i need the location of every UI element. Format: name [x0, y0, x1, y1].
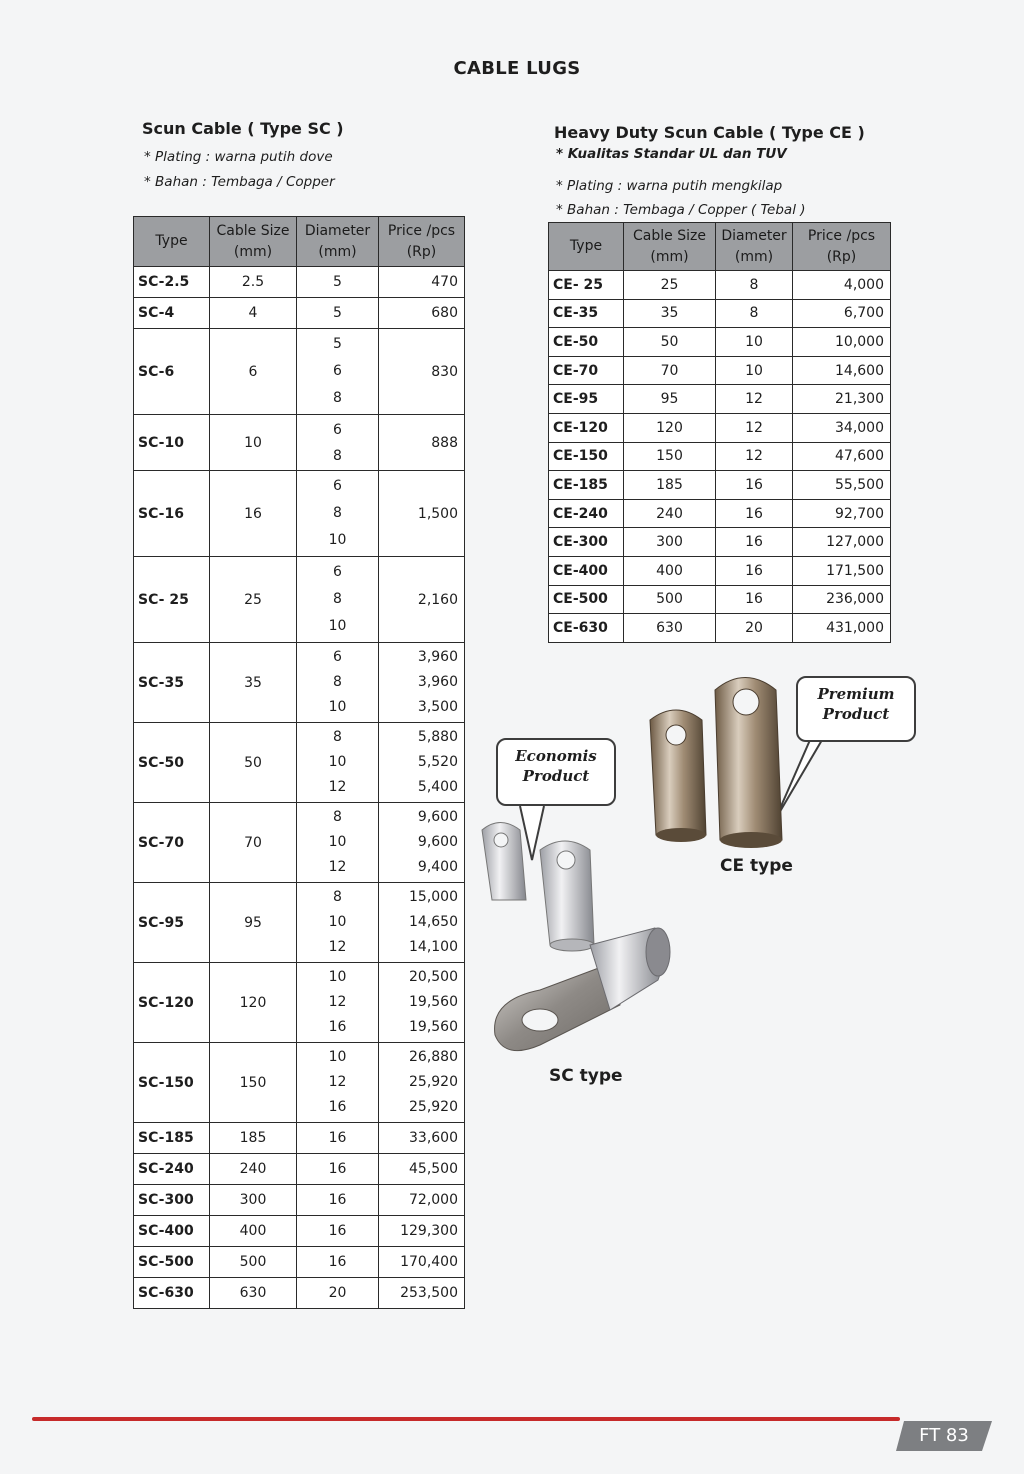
price-cell: 45,500: [379, 1154, 465, 1185]
ce-note-material: * Bahan : Tembaga / Copper ( Tebal ): [556, 202, 806, 218]
type-cell: SC-95: [134, 883, 210, 963]
diameter-cell: 20: [297, 1278, 379, 1309]
price-cell-value: 9,400: [417, 859, 458, 876]
table-row: [134, 267, 465, 298]
page-title: CABLE LUGS: [453, 58, 581, 79]
table-row: [549, 556, 891, 585]
type-cell: CE-185: [549, 471, 624, 500]
economis-callout-line1: Economis: [515, 747, 597, 765]
diameter-cell-value: 12: [328, 1073, 347, 1090]
type-cell: SC-240: [134, 1154, 210, 1185]
price-cell: 680: [379, 298, 465, 329]
price-cell: 236,000: [793, 585, 891, 614]
diameter-cell: [297, 1043, 379, 1123]
diameter-cell: [297, 883, 379, 963]
table-row: [134, 883, 465, 963]
sc-section-title: Scun Cable ( Type SC ): [142, 119, 344, 138]
header-type: Type: [134, 217, 210, 267]
diameter-cell-value: 8: [333, 728, 342, 745]
diameter-cell: 10: [716, 328, 793, 357]
table-row: [134, 963, 465, 1043]
cable-size-cell: 150: [210, 1043, 297, 1123]
price-cell: 171,500: [793, 556, 891, 585]
cable-size-cell: 16: [210, 471, 297, 557]
diameter-cell-value: 10: [328, 833, 347, 850]
price-cell: 1,500: [379, 471, 465, 557]
cable-size-cell: 70: [210, 803, 297, 883]
price-cell-value: 20,500: [409, 968, 458, 985]
diameter-cell-value: 6: [333, 477, 342, 494]
diameter-cell: 10: [716, 356, 793, 385]
price-cell: 21,300: [793, 385, 891, 414]
diameter-cell-value: 10: [328, 1048, 347, 1065]
table-row: [549, 299, 891, 328]
table-row: [549, 528, 891, 557]
diameter-cell-value: 8: [333, 808, 342, 825]
table-row: [549, 385, 891, 414]
diameter-cell-value: 12: [328, 859, 347, 876]
diameter-cell: 16: [716, 556, 793, 585]
price-cell-value: 25,920: [409, 1099, 458, 1116]
table-row: [134, 1043, 465, 1123]
table-row: [134, 415, 465, 471]
diameter-cell-value: 10: [328, 913, 347, 930]
type-cell: SC-4: [134, 298, 210, 329]
table-row: [549, 271, 891, 300]
price-cell: 34,000: [793, 413, 891, 442]
price-cell: [379, 723, 465, 803]
diameter-cell: 12: [716, 413, 793, 442]
diameter-cell: 16: [716, 585, 793, 614]
diameter-cell: [297, 643, 379, 723]
price-cell: 170,400: [379, 1247, 465, 1278]
ce-section-title: Heavy Duty Scun Cable ( Type CE ): [554, 123, 865, 142]
diameter-cell-value: 10: [328, 753, 347, 770]
price-cell: [379, 963, 465, 1043]
price-cell-value: 5,520: [417, 753, 458, 770]
cable-size-cell: 2.5: [210, 267, 297, 298]
table-row: [134, 1123, 465, 1154]
table-row: [134, 471, 465, 557]
table-row: [134, 298, 465, 329]
ce-subtitle: * Kualitas Standar UL dan TUV: [556, 146, 787, 162]
diameter-cell: 8: [716, 299, 793, 328]
premium-callout-pointer: [775, 740, 822, 820]
price-cell: 2,160: [379, 557, 465, 643]
type-cell: CE-150: [549, 442, 624, 471]
price-cell: 888: [379, 415, 465, 471]
price-cell: 92,700: [793, 499, 891, 528]
price-cell: 14,600: [793, 356, 891, 385]
price-cell: [379, 803, 465, 883]
cable-size-cell: 50: [624, 328, 716, 357]
type-cell: CE-300: [549, 528, 624, 557]
type-cell: SC-185: [134, 1123, 210, 1154]
economis-callout-line2: Product: [522, 767, 590, 785]
type-cell: SC-120: [134, 963, 210, 1043]
header-type: Type: [549, 223, 624, 271]
cable-size-cell: 35: [624, 299, 716, 328]
price-cell-value: 3,500: [417, 699, 458, 716]
diameter-cell-value: 6: [333, 362, 342, 379]
sc-small-lug-left: [482, 823, 526, 901]
cable-size-cell: 630: [624, 614, 716, 643]
diameter-cell: [297, 963, 379, 1043]
diameter-cell-value: 16: [328, 1019, 347, 1036]
cable-size-cell: 95: [624, 385, 716, 414]
type-cell: SC-16: [134, 471, 210, 557]
cable-size-cell: 185: [624, 471, 716, 500]
price-cell: 72,000: [379, 1185, 465, 1216]
price-cell: 10,000: [793, 328, 891, 357]
price-cell: [379, 883, 465, 963]
type-cell: CE-35: [549, 299, 624, 328]
diameter-cell: 16: [297, 1185, 379, 1216]
cable-size-cell: 10: [210, 415, 297, 471]
diameter-cell: 16: [297, 1216, 379, 1247]
header-price: Price /pcs (Rp): [793, 223, 891, 271]
table-row: [549, 471, 891, 500]
diameter-cell-value: 8: [333, 504, 342, 521]
premium-callout-line2: Product: [822, 705, 890, 723]
header-diameter: Diameter (mm): [716, 223, 793, 271]
price-cell: 47,600: [793, 442, 891, 471]
diameter-cell: 16: [716, 471, 793, 500]
cable-size-cell: 35: [210, 643, 297, 723]
economis-callout: [496, 738, 616, 806]
table-row: [134, 557, 465, 643]
price-cell-value: 9,600: [417, 808, 458, 825]
ce-table-body: [549, 271, 891, 643]
type-cell: SC-6: [134, 329, 210, 415]
diameter-cell: 20: [716, 614, 793, 643]
cable-size-cell: 500: [210, 1247, 297, 1278]
cable-size-cell: 120: [624, 413, 716, 442]
table-row: [549, 328, 891, 357]
diameter-cell-value: 6: [333, 563, 342, 580]
table-row: [134, 1185, 465, 1216]
diameter-cell-value: 8: [333, 447, 342, 464]
diameter-cell: [297, 471, 379, 557]
premium-callout: [796, 676, 916, 742]
type-cell: SC-400: [134, 1216, 210, 1247]
price-cell: [379, 643, 465, 723]
type-cell: CE-120: [549, 413, 624, 442]
price-cell-value: 15,000: [409, 888, 458, 905]
price-cell: 470: [379, 267, 465, 298]
table-row: [549, 585, 891, 614]
diameter-cell-value: 6: [333, 648, 342, 665]
header-cable-size: Cable Size (mm): [210, 217, 297, 267]
price-cell: 253,500: [379, 1278, 465, 1309]
sc-small-lug-right: [540, 841, 594, 951]
price-cell: 431,000: [793, 614, 891, 643]
table-row: [549, 356, 891, 385]
diameter-cell: [297, 329, 379, 415]
price-cell: 33,600: [379, 1123, 465, 1154]
diameter-cell: 16: [716, 499, 793, 528]
type-cell: SC-50: [134, 723, 210, 803]
table-row: [134, 1247, 465, 1278]
diameter-cell-value: 8: [333, 673, 342, 690]
cable-size-cell: 25: [624, 271, 716, 300]
price-cell-value: 19,560: [409, 993, 458, 1010]
price-cell-value: 14,100: [409, 939, 458, 956]
price-cell-value: 3,960: [417, 648, 458, 665]
ce-note-plating: * Plating : warna putih mengkilap: [556, 178, 783, 194]
type-cell: CE-400: [549, 556, 624, 585]
table-row: [134, 723, 465, 803]
type-cell: SC-630: [134, 1278, 210, 1309]
diameter-cell: 16: [716, 528, 793, 557]
diameter-cell: 5: [297, 267, 379, 298]
cable-size-cell: 50: [210, 723, 297, 803]
diameter-cell-value: 12: [328, 779, 347, 796]
cable-size-cell: 185: [210, 1123, 297, 1154]
diameter-cell: [297, 415, 379, 471]
table-row: [549, 614, 891, 643]
type-cell: CE-70: [549, 356, 624, 385]
diameter-cell: 16: [297, 1247, 379, 1278]
cable-size-cell: 25: [210, 557, 297, 643]
type-cell: SC-2.5: [134, 267, 210, 298]
price-cell-value: 3,960: [417, 673, 458, 690]
price-cell-value: 26,880: [409, 1048, 458, 1065]
header-cable-size: Cable Size (mm): [624, 223, 716, 271]
table-row: [134, 1216, 465, 1247]
diameter-cell-value: 12: [328, 993, 347, 1010]
page-number-wrap: [896, 1421, 992, 1451]
table-row: [134, 1154, 465, 1185]
cable-size-cell: 240: [624, 499, 716, 528]
cable-size-cell: 240: [210, 1154, 297, 1185]
cable-size-cell: 6: [210, 329, 297, 415]
sc-note-plating: * Plating : warna putih dove: [144, 149, 333, 165]
table-row: [134, 1278, 465, 1309]
diameter-cell-value: 6: [333, 421, 342, 438]
ce-type-caption: CE type: [720, 856, 793, 876]
type-cell: CE-95: [549, 385, 624, 414]
page-number: FT 83: [919, 1425, 969, 1446]
type-cell: CE-50: [549, 328, 624, 357]
premium-callout-line1: Premium: [817, 685, 895, 703]
diameter-cell: 12: [716, 385, 793, 414]
type-cell: CE-240: [549, 499, 624, 528]
header-diameter: Diameter (mm): [297, 217, 379, 267]
footer-red-line: [32, 1417, 900, 1421]
type-cell: CE- 25: [549, 271, 624, 300]
sc-type-caption: SC type: [549, 1066, 623, 1086]
cable-size-cell: 300: [210, 1185, 297, 1216]
price-cell: 127,000: [793, 528, 891, 557]
cable-size-cell: 300: [624, 528, 716, 557]
diameter-cell: [297, 723, 379, 803]
type-cell: SC-35: [134, 643, 210, 723]
table-row: [549, 499, 891, 528]
price-cell: 55,500: [793, 471, 891, 500]
diameter-cell-value: 12: [328, 939, 347, 956]
diameter-cell: 16: [297, 1154, 379, 1185]
price-cell: 830: [379, 329, 465, 415]
sc-note-material: * Bahan : Tembaga / Copper: [144, 174, 335, 190]
price-cell: 4,000: [793, 271, 891, 300]
price-cell: 129,300: [379, 1216, 465, 1247]
price-cell-value: 19,560: [409, 1019, 458, 1036]
diameter-cell: 8: [716, 271, 793, 300]
diameter-cell-value: 5: [333, 335, 342, 352]
diameter-cell: [297, 557, 379, 643]
type-cell: CE-500: [549, 585, 624, 614]
cable-size-cell: 120: [210, 963, 297, 1043]
table-row: [549, 442, 891, 471]
price-cell-value: 9,600: [417, 833, 458, 850]
cable-size-cell: 4: [210, 298, 297, 329]
diameter-cell-value: 8: [333, 888, 342, 905]
diameter-cell-value: 10: [328, 699, 347, 716]
ce-price-table: [548, 222, 891, 643]
ce-small-lug: [650, 710, 706, 842]
cable-size-cell: 500: [624, 585, 716, 614]
cable-size-cell: 150: [624, 442, 716, 471]
diameter-cell: 16: [297, 1123, 379, 1154]
type-cell: SC-150: [134, 1043, 210, 1123]
ce-large-lug: [715, 678, 782, 849]
header-price: Price /pcs (Rp): [379, 217, 465, 267]
diameter-cell-value: 10: [328, 968, 347, 985]
sc-table-body: [134, 267, 465, 1309]
diameter-cell-value: 10: [328, 532, 347, 549]
type-cell: SC-500: [134, 1247, 210, 1278]
diameter-cell: 12: [716, 442, 793, 471]
price-cell-value: 5,880: [417, 728, 458, 745]
cable-size-cell: 400: [210, 1216, 297, 1247]
price-cell: 6,700: [793, 299, 891, 328]
price-cell-value: 5,400: [417, 779, 458, 796]
diameter-cell-value: 8: [333, 590, 342, 607]
table-row: [134, 803, 465, 883]
diameter-cell-value: 8: [333, 390, 342, 407]
type-cell: SC-10: [134, 415, 210, 471]
price-cell: [379, 1043, 465, 1123]
cable-size-cell: 630: [210, 1278, 297, 1309]
diameter-cell: [297, 803, 379, 883]
table-row: [134, 329, 465, 415]
cable-size-cell: 95: [210, 883, 297, 963]
price-cell-value: 14,650: [409, 913, 458, 930]
type-cell: CE-630: [549, 614, 624, 643]
type-cell: SC-70: [134, 803, 210, 883]
table-row: [549, 413, 891, 442]
price-cell-value: 25,920: [409, 1073, 458, 1090]
sc-price-table: [133, 216, 465, 1309]
type-cell: SC-300: [134, 1185, 210, 1216]
diameter-cell-value: 10: [328, 618, 347, 635]
diameter-cell: 5: [297, 298, 379, 329]
diameter-cell-value: 16: [328, 1099, 347, 1116]
type-cell: SC- 25: [134, 557, 210, 643]
cable-size-cell: 70: [624, 356, 716, 385]
cable-size-cell: 400: [624, 556, 716, 585]
table-row: [134, 643, 465, 723]
